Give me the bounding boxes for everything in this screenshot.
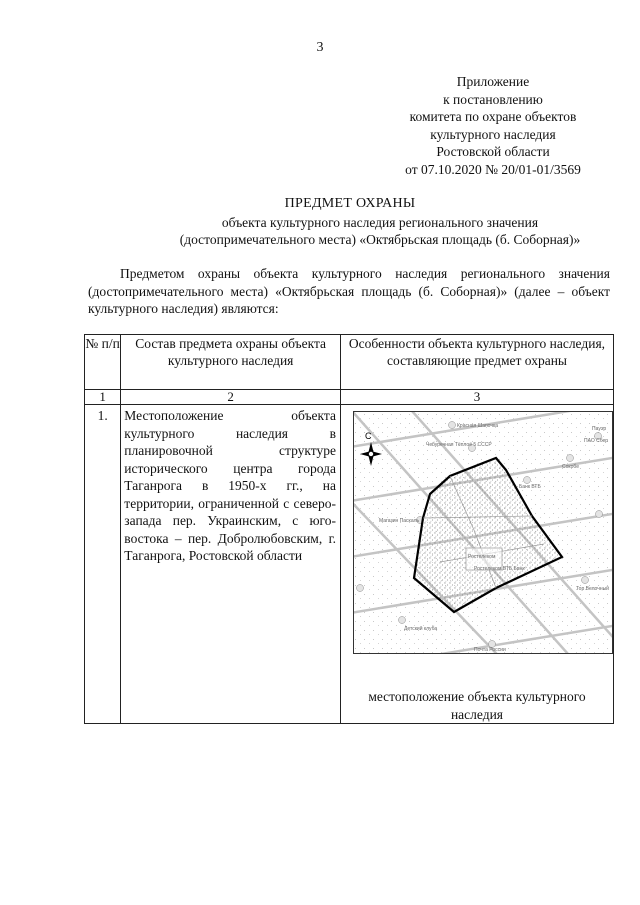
table-row bbox=[85, 405, 614, 724]
header-features: Особенности объекта культурного наследия, составляющие предмет охраны bbox=[340, 335, 613, 390]
map-label: Детский клуба bbox=[403, 626, 438, 632]
map-label: Чебуречная Тёплоё 5 СССР bbox=[425, 442, 492, 448]
column-number: 2 bbox=[121, 390, 341, 405]
map-label: Тор Велочный bbox=[575, 586, 609, 592]
protection-table bbox=[84, 334, 614, 724]
map-svg bbox=[354, 412, 612, 653]
column-number: 3 bbox=[340, 390, 613, 405]
map-label: Ростелеком bbox=[467, 554, 496, 560]
north-label: С bbox=[364, 431, 372, 441]
appendix-line: от 07.10.2020 № 20/01-01/3569 bbox=[405, 161, 581, 177]
appendix-line: культурного наследия bbox=[430, 126, 556, 142]
appendix-line: Ростовской области bbox=[436, 144, 550, 159]
appendix-block bbox=[380, 73, 606, 178]
map-label: Банк ВТБ bbox=[518, 484, 541, 490]
row-number: 1. bbox=[85, 405, 121, 724]
column-number-row bbox=[85, 390, 614, 405]
document-subtitle bbox=[100, 214, 640, 248]
appendix-line: комитета по охране объектов bbox=[409, 109, 577, 124]
map-caption: местоположение объекта культурного наследия bbox=[368, 689, 586, 722]
map-label: Ростелеком ВТБ Банк bbox=[473, 566, 525, 572]
page-number: 3 bbox=[316, 40, 324, 55]
map-label: Красная Шапочка bbox=[456, 423, 499, 429]
document-title: ПРЕДМЕТ ОХРАНЫ bbox=[284, 196, 416, 211]
subtitle-line: (достопримечательного места) «Октябрьская площадь (б. Соборная)» bbox=[179, 232, 581, 247]
map-label: Пауэр bbox=[591, 426, 607, 432]
map-cell bbox=[340, 405, 613, 724]
location-map bbox=[353, 411, 613, 654]
subtitle-line: объекта культурного наследия регионального значения bbox=[221, 215, 539, 230]
header-number: № п/п bbox=[85, 335, 121, 390]
header-composition: Состав предмета охраны объекта культурного наследия bbox=[121, 335, 341, 390]
row-description: Местоположение объекта культурного наследия в планировочной структуре исторического центра города Таганрога в 1950-х гг., на территории, ограниченной с северо-запада пер. Украинским, с юго-востока – пер. Добролюбовским, г. Таганрога, Ростовской области bbox=[121, 405, 341, 724]
map-label: Почта России bbox=[473, 647, 506, 653]
table-header-row bbox=[85, 335, 614, 390]
map-label: Магазин Паскаль bbox=[378, 518, 420, 524]
appendix-line: Приложение bbox=[456, 74, 530, 89]
column-number: 1 bbox=[85, 390, 121, 405]
intro-paragraph: Предметом охраны объекта культурного наследия регионального значения (достопримечательного места) «Октябрьская площадь (б. Соборная)» (далее – объект культурного наследия) являются: bbox=[88, 266, 610, 316]
appendix-line: к постановлению bbox=[443, 91, 543, 107]
map-label: ПАО Сбер bbox=[583, 438, 609, 444]
map-label: Сокобе bbox=[561, 464, 579, 470]
